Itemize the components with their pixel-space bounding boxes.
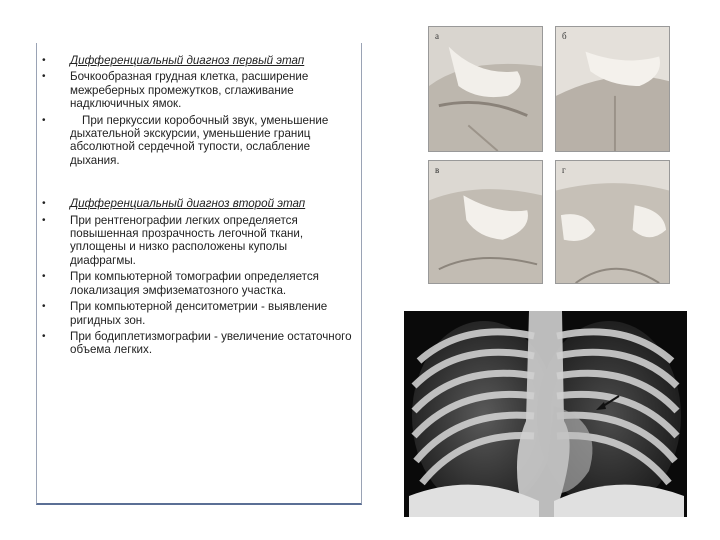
bullet-percussion: • При перкуссии коробочный звук, уменьшение дыхательной экскурсии, уменьшение границ абсолютной сердечной тупости, ослабление дыхания. [36,114,356,168]
heading-first-stage: • Дифференциальный диагноз первый этап [36,54,356,67]
exam-photo-b-image [556,27,669,151]
bullet-densitometry: • При компьютерной денситометрии - выявление ригидных зон. [36,300,356,327]
bullet-bodyplethysmography: • При бодиплетизмографии - увеличение остаточного объема легких. [36,330,356,357]
panel-label-c: в [435,165,440,175]
exam-photo-a-image [429,27,542,151]
panel-label-a: а [435,31,439,41]
heading-second-stage: • Дифференциальный диагноз второй этап [36,197,356,210]
exam-photo-c [428,160,543,284]
exam-photo-d-image [556,161,669,283]
exam-photo-c-image [429,161,542,283]
chest-xray-image [404,311,687,517]
bullet-xray: • При рентгенографии легких определяется повышенная прозрачность легочной ткани, уплощены и низко расположены куполы диафрагмы. [36,214,356,268]
panel-label-d: г [562,165,566,175]
exam-photo-a [428,26,543,152]
panel-label-b: б [562,31,567,41]
exam-photo-d [555,160,670,284]
bullet-ct: • При компьютерной томографии определяется локализация эмфизематозного участка. [36,270,356,297]
bullet-list [36,54,356,357]
exam-photo-b [555,26,670,152]
bullet-barrel-chest: • Бочкообразная грудная клетка, расширение межреберных промежутков, сглаживание надключичных ямок. [36,70,356,110]
